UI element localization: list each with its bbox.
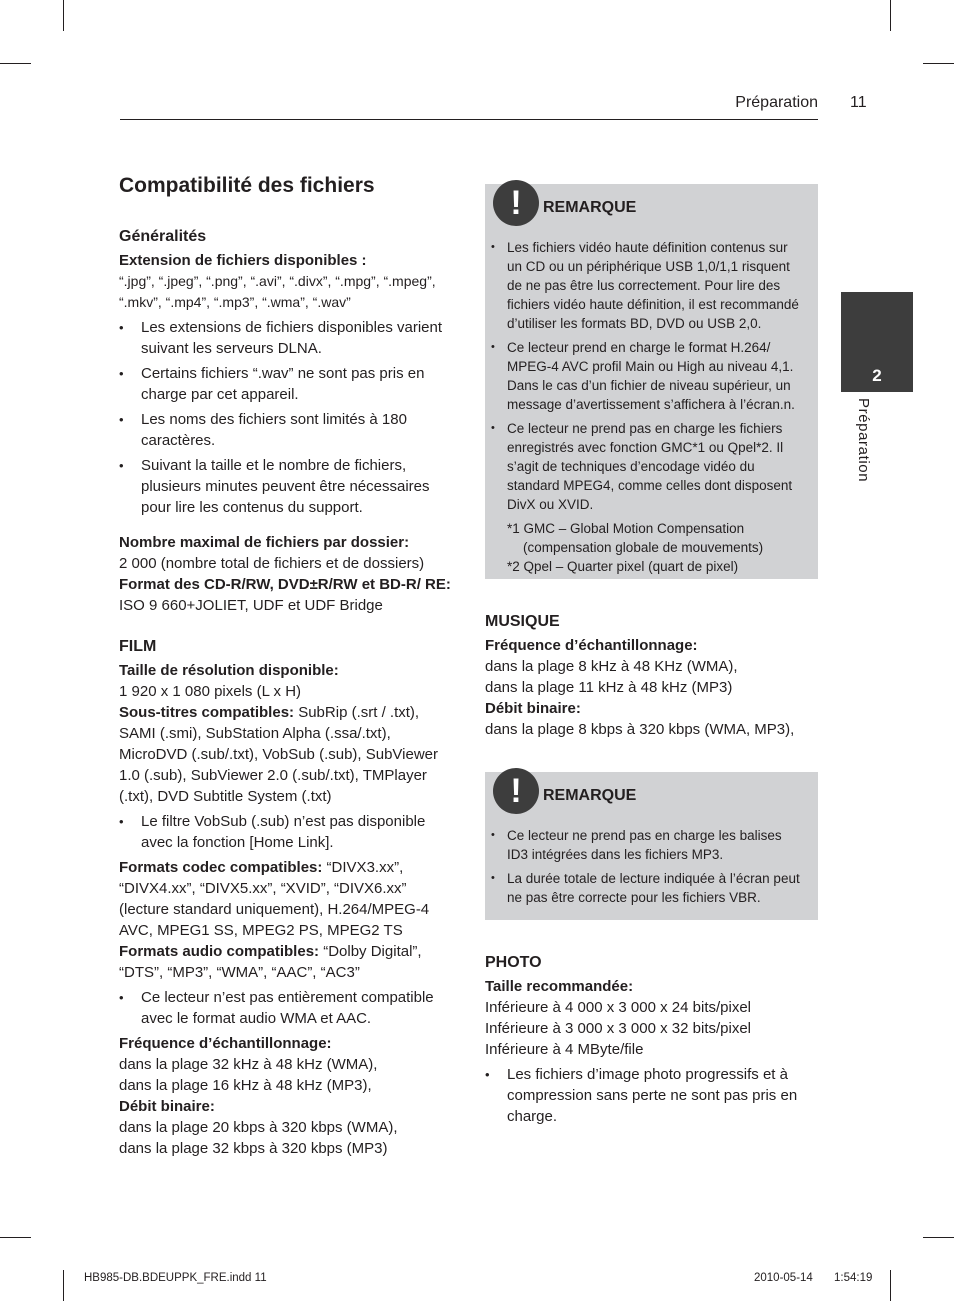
resolution-label: Taille de résolution disponible: — [119, 662, 339, 679]
note-bullets — [491, 826, 804, 907]
crop-mark — [63, 1270, 64, 1301]
footnote-qpel: *2 Qpel – Quarter pixel (quart de pixel) — [507, 559, 739, 574]
exclamation-icon: ! — [493, 768, 539, 814]
photo-heading: PHOTO — [485, 954, 542, 971]
list-item: • Ce lecteur ne prend pas en charge les balises ID3 intégrées dans les fichiers MP3. — [491, 826, 804, 864]
list-item: • Les fichiers vidéo haute définition contenus sur un CD ou un périphérique USB 1,0/1,1 risquent de ne pas être lus correctement. Pour lire des fichiers vidéo haute définition, il est recommandé d’utiliser les formats BD, DVD ou USB 2,0. — [491, 238, 804, 333]
footer-time: 1:54:19 — [834, 1272, 873, 1284]
note-box-video — [485, 184, 818, 579]
extensions-value: “.jpg”, “.jpeg”, “.png”, “.avi”, “.divx”, “.mpg”, “.mpeg”, “.mkv”, “.mp4”, “.mp3”, “.wma”, “.wav” — [119, 273, 436, 310]
note-title: REMARQUE — [543, 786, 637, 804]
left-column — [119, 172, 459, 1159]
crop-mark — [0, 1237, 31, 1238]
crop-mark — [890, 1270, 891, 1301]
film-bitrate-line1: dans la plage 20 kbps à 320 kbps (WMA), — [119, 1119, 398, 1136]
note-header — [493, 772, 804, 818]
generalites-heading: Généralités — [119, 228, 207, 245]
page-number: 11 — [850, 94, 867, 111]
footer-filename: HB985-DB.BDEUPPK_FRE.indd 11 — [84, 1272, 267, 1284]
footnote-gmc: *1 GMC – Global Motion Compensation — [507, 521, 745, 536]
film-freq-label: Fréquence d’échantillonnage: — [119, 1035, 332, 1052]
footer-date: 2010-05-14 — [754, 1272, 813, 1284]
film-heading: FILM — [119, 638, 157, 655]
extensions-label: Extension de fichiers disponibles : — [119, 252, 367, 269]
resolution-value: 1 920 x 1 080 pixels (L x H) — [119, 683, 302, 700]
chapter-label: Préparation — [855, 398, 872, 483]
audio-formats-label: Formats audio compatibles: — [119, 943, 320, 960]
page-title: Compatibilité des fichiers — [119, 174, 375, 197]
running-header-section: Préparation — [735, 94, 818, 111]
audio-formats-value: “Dolby Digital”, “DTS”, “MP3”, “WMA”, “AAC”, “AC3” — [119, 943, 422, 981]
list-item: • Les fichiers d’image photo progressifs et à compression sans perte ne sont pas pris en charge. — [485, 1064, 818, 1127]
subtitles-bullets — [119, 811, 459, 853]
generalites-bullets — [119, 317, 459, 518]
header-rule — [120, 119, 818, 120]
list-item: • Suivant la taille et le nombre de fichiers, plusieurs minutes peuvent être nécessaires pour lire les contenus du support. — [119, 455, 459, 518]
note-box-music — [485, 772, 818, 920]
crop-mark — [0, 63, 31, 64]
photo-size-line1: Inférieure à 4 000 x 3 000 x 24 bits/pixel — [485, 999, 752, 1016]
subtitles-value: SubRip (.srt / .txt), SAMI (.smi), SubStation Alpha (.ssa/.txt), MicroDVD (.sub/.txt), VobSub (.sub), SubViewer 1.0 (.sub), SubViewer 2.0 (.sub/.txt), TMPlayer (.txt), DVD Subtitle System (.txt) — [119, 704, 439, 805]
disc-format-value: ISO 9 660+JOLIET, UDF et UDF Bridge — [119, 597, 383, 614]
list-item: • Ce lecteur ne prend pas en charge les fichiers enregistrés avec fonction GMC*1 ou Qpel*2. Il s’agit de techniques d’encodage vidéo du standard MPEG4, comme celles dont disposent DivX ou XVID. — [491, 419, 804, 514]
chapter-number: 2 — [872, 366, 882, 385]
note-title: REMARQUE — [543, 198, 637, 216]
list-item: • La durée totale de lecture indiquée à l’écran peut ne pas être correcte pour les fichiers VBR. — [491, 869, 804, 907]
film-freq-line1: dans la plage 32 kHz à 48 kHz (WMA), — [119, 1056, 378, 1073]
music-bitrate-label: Débit binaire: — [485, 700, 581, 717]
disc-format — [119, 574, 459, 616]
list-item: • Ce lecteur prend en charge le format H.264/ MPEG-4 AVC profil Main ou High au niveau 4,1. Dans le cas d’un fichier de niveau supérieur, un message d’avertissement s’affichera à l’écran.n. — [491, 338, 804, 414]
note-bullets — [491, 238, 804, 514]
photo-size-line3: Inférieure à 4 MByte/file — [485, 1041, 644, 1058]
music-freq-label: Fréquence d’échantillonnage: — [485, 637, 698, 654]
crop-mark — [63, 0, 64, 31]
photo-size-line2: Inférieure à 3 000 x 3 000 x 32 bits/pixel — [485, 1020, 752, 1037]
codecs — [119, 857, 459, 941]
codecs-value: “DIVX3.xx”, “DIVX4.xx”, “DIVX5.xx”, “XVID”, “DIVX6.xx” (lecture standard uniquement), H.264/MPEG-4 AVC, MPEG1 SS, MPEG2 PS, MPEG2 TS — [119, 859, 430, 939]
crop-mark — [923, 63, 954, 64]
crop-mark — [923, 1237, 954, 1238]
audio-bullets — [119, 987, 459, 1029]
music-bitrate-line1: dans la plage 8 kbps à 320 kbps (WMA, MP3), — [485, 721, 795, 738]
music-freq-line1: dans la plage 8 kHz à 48 KHz (WMA), — [485, 658, 738, 675]
list-item: • Le filtre VobSub (.sub) n’est pas disponible avec la fonction [Home Link]. — [119, 811, 459, 853]
music-freq-line2: dans la plage 11 kHz à 48 kHz (MP3) — [485, 679, 733, 696]
film-bitrate-label: Débit binaire: — [119, 1098, 215, 1115]
subtitles-label: Sous-titres compatibles: — [119, 704, 295, 721]
list-item: • Les extensions de fichiers disponibles varient suivant les serveurs DLNA. — [119, 317, 459, 359]
codecs-label: Formats codec compatibles: — [119, 859, 323, 876]
crop-mark — [890, 0, 891, 31]
exclamation-icon: ! — [493, 180, 539, 226]
max-files-value: 2 000 (nombre total de fichiers et de dossiers) — [119, 555, 425, 572]
photo-size-label: Taille recommandée: — [485, 978, 634, 995]
right-column — [485, 184, 818, 1131]
musique-heading: MUSIQUE — [485, 613, 560, 630]
list-item: • Certains fichiers “.wav” ne sont pas pris en charge par cet appareil. — [119, 363, 459, 405]
max-files-label: Nombre maximal de fichiers par dossier: — [119, 534, 410, 551]
list-item: • Ce lecteur n’est pas entièrement compatible avec le format audio WMA et AAC. — [119, 987, 459, 1029]
footnote-gmc-cont: (compensation globale de mouvements) — [523, 540, 764, 555]
chapter-tab — [841, 292, 913, 392]
note-header — [493, 184, 804, 230]
subtitles — [119, 702, 459, 807]
disc-format-label: Format des CD-R/RW, DVD±R/RW et BD-R/ RE: — [119, 576, 451, 593]
audio-formats — [119, 941, 459, 983]
list-item: • Les noms des fichiers sont limités à 180 caractères. — [119, 409, 459, 451]
photo-bullets — [485, 1064, 818, 1127]
film-bitrate-line2: dans la plage 32 kbps à 320 kbps (MP3) — [119, 1140, 388, 1157]
film-freq-line2: dans la plage 16 kHz à 48 kHz (MP3), — [119, 1077, 372, 1094]
